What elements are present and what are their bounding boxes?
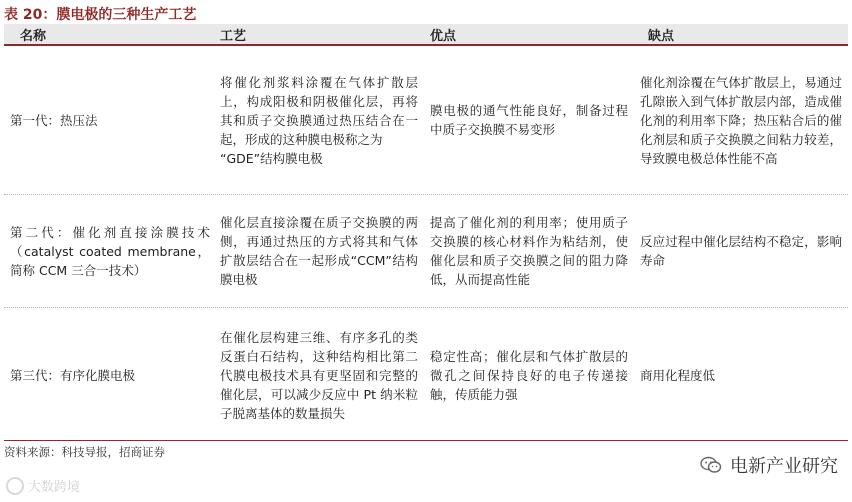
row-cons: 反应过程中催化层结构不稳定，影响寿命 xyxy=(640,234,842,268)
wechat-icon xyxy=(700,456,722,474)
header-process: 工艺 xyxy=(220,28,247,44)
process-table xyxy=(4,24,848,442)
table-title: 表 20：膜电极的三种生产工艺 xyxy=(4,7,197,23)
row-pros: 提高了催化剂的利用率；使用质子交换膜的核心材料作为粘结剂，使催化层和质子交换膜之间的阻力降低，从而提高性能 xyxy=(430,215,628,287)
row-process: 催化层直接涂覆在质子交换膜的两侧，再通过热压的方式将其和气体扩散层结合在一起形成“CCM”结构膜电极 xyxy=(220,215,418,287)
header-cons: 缺点 xyxy=(648,28,675,44)
brand-label xyxy=(700,452,838,478)
source-note: 资料来源：科技导报，招商证券 xyxy=(4,445,165,459)
header-name: 名称 xyxy=(20,28,47,44)
table-row xyxy=(4,308,848,442)
table-header xyxy=(4,24,848,46)
row-name: 第一代：热压法 xyxy=(10,112,98,128)
brand-text: 电新产业研究 xyxy=(730,456,838,477)
header-pros: 优点 xyxy=(430,28,457,44)
watermark-logo-icon xyxy=(6,477,24,495)
watermark-text: 大数跨境 xyxy=(28,480,81,495)
row-cons: 商用化程度低 xyxy=(640,367,716,383)
table-bottom-rule xyxy=(4,440,848,441)
table-row xyxy=(4,195,848,308)
row-pros: 稳定性高；催化层和气体扩散层的微孔之间保持良好的电子传递接触，传质能力强 xyxy=(430,348,628,402)
row-process: 将催化剂浆料涂覆在气体扩散层上，构成阳极和阴极催化层，再将其和质子交换膜通过热压结合在一起，形成的这种膜电极称之为 “GDE”结构膜电极 xyxy=(220,74,418,166)
row-cons: 催化剂涂覆在气体扩散层上，易通过孔隙嵌入到气体扩散层内部，造成催化剂的利用率下降；热压粘合后的催化剂层和质子交换膜之间粘力较差，导致膜电极总体性能不高 xyxy=(640,74,842,166)
row-name: 第三代：有序化膜电极 xyxy=(10,367,136,383)
watermark xyxy=(6,476,80,495)
row-process: 在催化层构建三维、有序多孔的类反蛋白石结构，这种结构相比第二代膜电极技术具有更坚固和完整的催化层，可以减少反应中 Pt 纳米粒子脱离基体的数量损失 xyxy=(220,329,418,421)
table-row xyxy=(4,46,848,195)
row-pros: 膜电极的通气性能良好，制备过程中质子交换膜不易变形 xyxy=(430,103,628,137)
row-name: 第二代：催化剂直接涂膜技术（catalyst coated membrane，简称 CCM 三合一技术） xyxy=(10,224,210,278)
